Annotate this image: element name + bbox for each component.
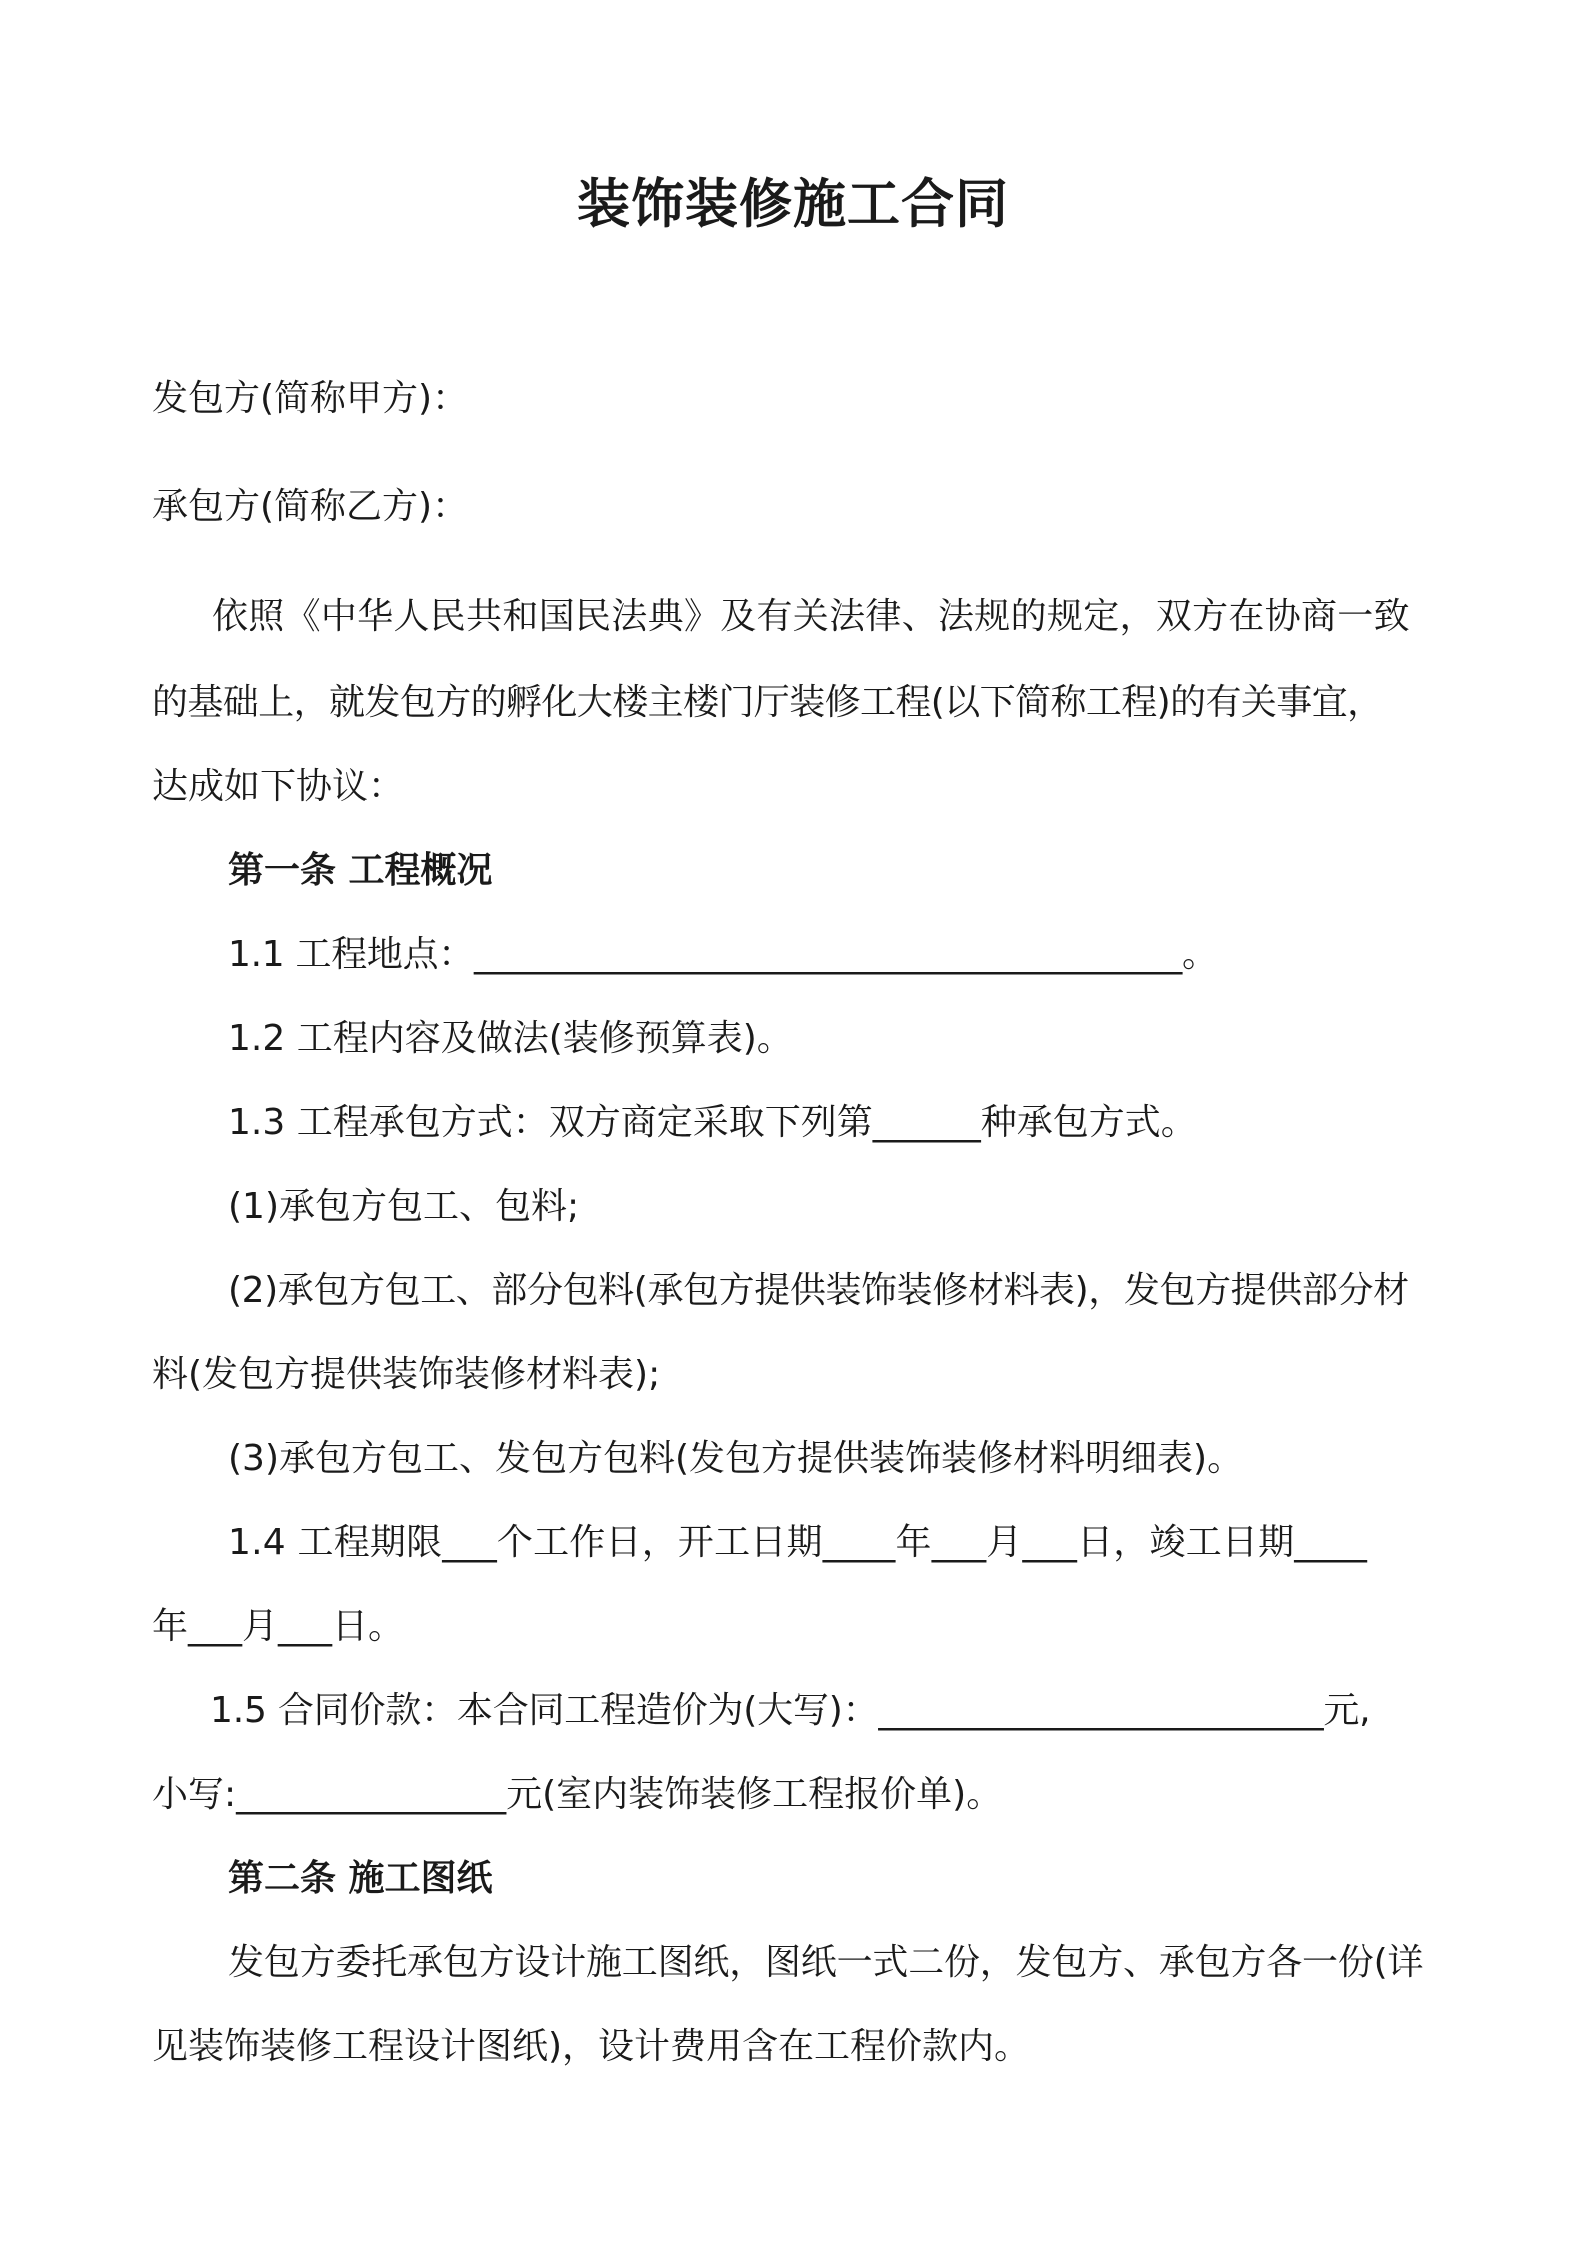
article-2-heading: 第二条 施工图纸 bbox=[228, 1858, 493, 1899]
option-2-line-1: (2)承包方包工、部分包料(承包方提供装饰装修材料表)，发包方提供部分材 bbox=[228, 1270, 1409, 1311]
option-3: (3)承包方包工、发包方包料(发包方提供装饰装修材料明细表)。 bbox=[228, 1438, 1244, 1479]
item-1-5-line-2: 小写:_______________元(室内装饰装修工程报价单)。 bbox=[152, 1774, 1003, 1815]
document-title: 装饰装修施工合同 bbox=[577, 174, 1009, 235]
article-2-line-1: 发包方委托承包方设计施工图纸，图纸一式二份，发包方、承包方各一份(详 bbox=[228, 1942, 1424, 1983]
item-1-4-line-1: 1.4 工程期限___个工作日，开工日期____年___月___日，竣工日期____ bbox=[228, 1522, 1368, 1563]
item-1-2-content: 1.2 工程内容及做法(装修预算表)。 bbox=[228, 1018, 793, 1059]
contractor-label: 承包方(简称乙方)： bbox=[152, 486, 469, 527]
item-1-5-line-1: 1.5 合同价款：本合同工程造价为(大写)：_________________________元, bbox=[210, 1690, 1371, 1731]
item-1-3-contract-mode: 1.3 工程承包方式：双方商定采取下列第______种承包方式。 bbox=[228, 1102, 1197, 1143]
preamble-line-2: 的基础上，就发包方的孵化大楼主楼门厅装修工程(以下简称工程)的有关事宜， bbox=[152, 682, 1383, 723]
option-2-line-2: 料(发包方提供装饰装修材料表); bbox=[152, 1354, 661, 1395]
item-1-4-line-2: 年___月___日。 bbox=[152, 1606, 405, 1647]
article-2-line-2: 见装饰装修工程设计图纸)，设计费用含在工程价款内。 bbox=[152, 2026, 1031, 2067]
option-1: (1)承包方包工、包料; bbox=[228, 1186, 580, 1227]
item-1-1-location: 1.1 工程地点：________________________________________。 bbox=[228, 934, 1218, 975]
preamble-line-1: 依照《中华人民共和国民法典》及有关法律、法规的规定，双方在协商一致 bbox=[212, 596, 1410, 637]
preamble-line-3: 达成如下协议： bbox=[152, 766, 405, 807]
article-1-heading: 第一条 工程概况 bbox=[228, 850, 493, 891]
employer-label: 发包方(简称甲方)： bbox=[152, 378, 469, 419]
